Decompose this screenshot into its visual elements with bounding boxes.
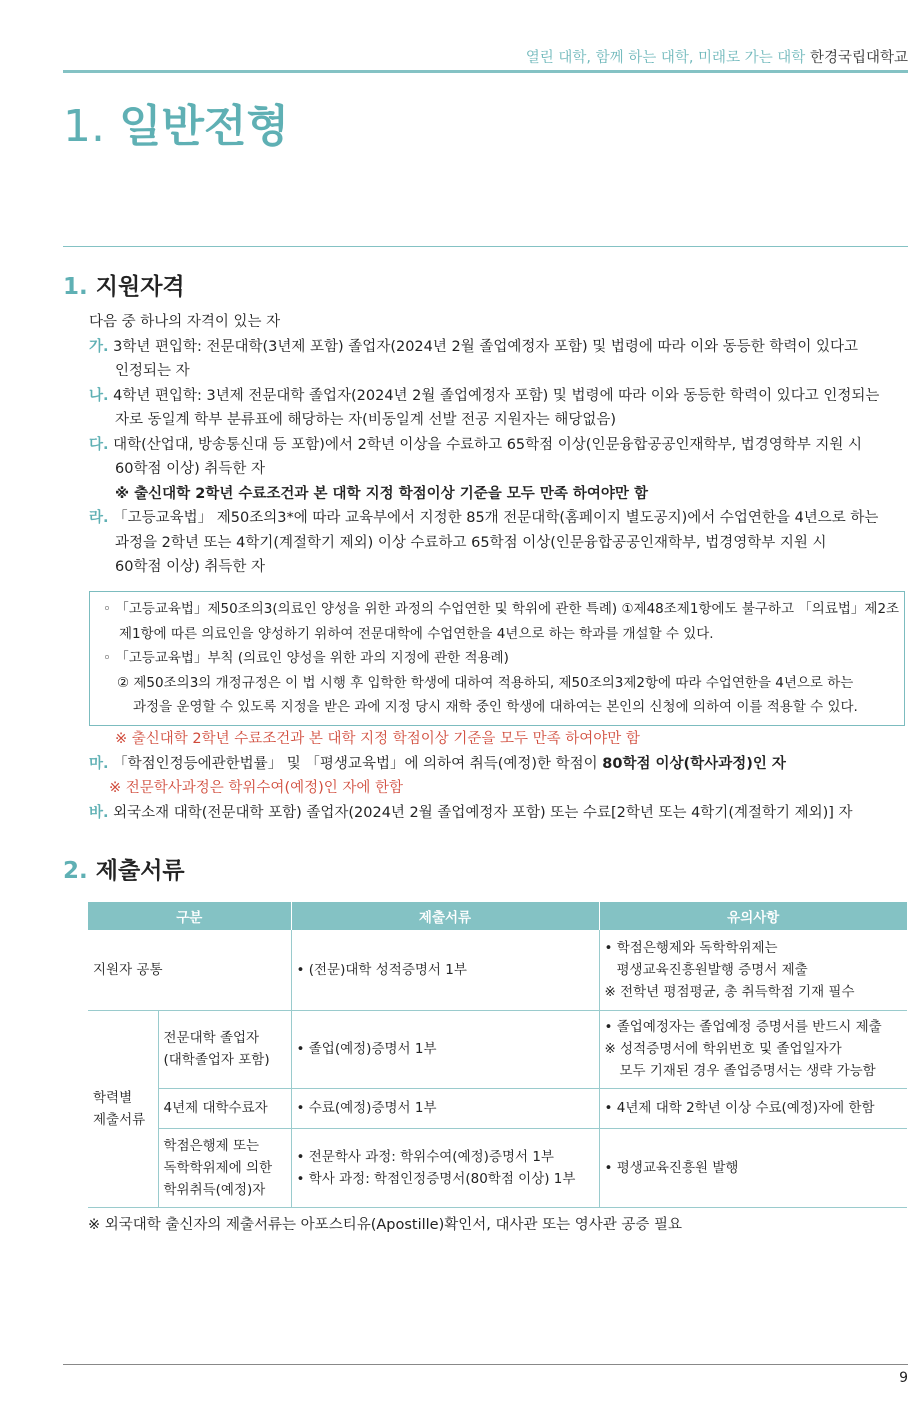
header-university: 한경국립대학교 [809,50,908,66]
item-ra-marker: 라. [89,510,109,526]
item-na-marker: 나. [89,388,109,404]
section2-title-text: 제출서류 [95,858,185,884]
group-label [88,1010,158,1207]
chapter-rule [63,246,908,247]
row-docs: • 수료(예정)증명서 1부 [291,1088,599,1128]
note-line: 평생교육진흥원발행 증명서 제출 [616,961,808,978]
item-ba-marker: 바. [89,805,109,821]
chapter-word: 일반전형 [118,101,289,152]
table-header-row [88,902,907,930]
sub-category [158,1010,291,1088]
header-documents: 제출서류 [291,902,599,930]
common-label: 지원자 공통 [88,930,291,1010]
sub-line: 학위취득(예정)자 [163,1181,266,1198]
item-ra-line2: 과정을 2학년 또는 4학기(계절학기 제외) 이상 수료하고 65학점 이상(인문융합공공인재학부, 법경영학부 지원 시 [115,535,827,551]
section1-title [63,268,185,301]
item-ga-marker: 가. [89,339,109,355]
box-line-4: ② 제50조의3의 개정규정은 이 법 시행 후 입학한 학생에 대하여 적용하되, 제50조의3제2항에 따라 수업연한을 4년으로 하는 [117,675,854,691]
item-ba [89,803,853,823]
item-ra [89,508,878,528]
item-ma-note: ※ 전문학사과정은 학위수여(예정)인 자에 한함 [109,780,404,796]
footer-rule [63,1364,908,1365]
item-ma-marker: 마. [89,756,109,772]
row-docs [291,1128,599,1207]
sub-line: (대학졸업자 포함) [163,1052,270,1068]
row-notes: • 4년제 대학 2학년 이상 수료(예정)자에 한함 [599,1088,907,1128]
table-row [88,1010,907,1088]
item-na [89,386,879,406]
sub-category: 4년제 대학수료자 [158,1088,291,1128]
common-notes [599,930,907,1010]
box-line-1: ◦ 「고등교육법」제50조의3(의료인 양성을 위한 과정의 수업연한 및 학위에 관한 특례) ①제48조제1항에도 불구하고 「의료법」제2조 [103,601,900,617]
section1-intro: 다음 중 하나의 자격이 있는 자 [89,314,281,330]
item-ra-line3: 60학점 이상) 취득한 자 [115,559,265,575]
section1-number: 1. [63,274,88,300]
header-category: 구분 [88,902,291,930]
item-ga [89,337,858,357]
page-number: 9 [899,1370,908,1386]
doc-line: • 학사 과정: 학점인정증명서(80학점 이상) 1부 [296,1170,576,1187]
note-line: ※ 성적증명서에 학위번호 및 졸업일자가 [604,1041,842,1057]
sub-line: 학점은행제 또는 [163,1137,260,1154]
chapter-title [63,90,289,154]
chapter-number: 1. [63,101,105,152]
box-line-3: ◦ 「고등교육법」부칙 (의료인 양성을 위한 과의 지정에 관한 적용례) [103,650,509,666]
section2-number: 2. [63,858,88,884]
box-line-5: 과정을 운영할 수 있도록 지정을 받은 과에 지정 당시 재학 중인 학생에 대하여는 본인의 신청에 의하여 이를 적용할 수 있다. [133,699,858,715]
running-header [526,46,908,67]
note-line: • 졸업예정자는 졸업예정 증명서를 반드시 제출 [604,1019,882,1035]
item-ma [89,754,786,774]
note-line: ※ 전학년 평점평균, 총 취득학점 기재 필수 [604,983,855,1000]
item-ba-text: 외국소재 대학(전문대학 포함) 졸업자(2024년 2월 졸업예정자 포함) 또는 수료[2학년 또는 4학기(계절학기 제외)] 자 [113,805,853,821]
doc-line: • 전문학사 과정: 학위수여(예정)증명서 1부 [296,1148,554,1165]
group-label-line: 제출서류 [93,1111,146,1128]
documents-table [88,902,907,1208]
item-na-line1: 4학년 편입학: 3년제 전문대학 졸업자(2024년 2월 졸업예정자 포함) 및 법령에 따라 이와 동등한 학력이 있다고 인정되는 [113,388,880,404]
sub-line: 독학학위제에 의한 [163,1159,273,1176]
item-ma-bold: 80학점 이상(학사과정)인 자 [602,756,786,772]
header-slogan: 열린 대학, 함께 하는 대학, 미래로 가는 대학 [525,50,806,66]
common-docs: • (전문)대학 성적증명서 1부 [291,930,599,1010]
item-da [89,435,862,455]
item-ma-text: 「학점인정등에관한법률」 및 「평생교육법」에 의하여 취득(예정)한 학점이 [113,756,603,772]
table-footnote: ※ 외국대학 출신자의 제출서류는 아포스티유(Apostille)확인서, 대사관 또는 영사관 공증 필요 [88,1217,683,1233]
row-docs: • 졸업(예정)증명서 1부 [291,1010,599,1088]
note-line: • 학점은행제와 독학학위제는 [604,939,778,956]
sub-category [158,1128,291,1207]
header-notes: 유의사항 [599,902,907,930]
table-row [88,1128,907,1207]
section2-title [63,852,185,885]
item-na-line2: 자로 동일계 학부 분류표에 해당하는 자(비동일계 선발 전공 지원자는 해당없음) [115,412,617,428]
header-rule [63,70,908,73]
item-ga-line2: 인정되는 자 [115,363,190,379]
table-row [88,1088,907,1128]
item-ga-line1: 3학년 편입학: 전문대학(3년제 포함) 졸업자(2024년 2월 졸업예정자 포함) 및 법령에 따라 이와 동등한 학력이 있다고 [113,339,859,355]
table-row [88,930,907,1010]
item-ra-line1: 「고등교육법」 제50조의3*에 따라 교육부에서 지정한 85개 전문대학(홈페이지 별도공지)에서 수업연한을 4년으로 하는 [113,510,879,526]
item-da-marker: 다. [89,437,109,453]
note-line: 모두 기재된 경우 졸업증명서는 생략 가능함 [619,1063,876,1079]
row-notes: • 평생교육진흥원 발행 [599,1128,907,1207]
row-notes [599,1010,907,1088]
item-da-line1: 대학(산업대, 방송통신대 등 포함)에서 2학년 이상을 수료하고 65학점 이상(인문융합공공인재학부, 법경영학부 지원 시 [113,437,863,453]
red-note: ※ 출신대학 2학년 수료조건과 본 대학 지정 학점이상 기준을 모두 만족 하여야만 함 [115,731,640,747]
item-da-line2: 60학점 이상) 취득한 자 [115,461,265,477]
group-label-line: 학력별 [93,1089,133,1106]
sub-line: 전문대학 졸업자 [163,1030,260,1046]
item-da-note: ※ 출신대학 2학년 수료조건과 본 대학 지정 학점이상 기준을 모두 만족 하여야만 함 [115,486,648,502]
box-line-2: 제1항에 따른 의료인을 양성하기 위하여 전문대학에 수업연한을 4년으로 하는 학과를 개설할 수 있다. [119,626,714,642]
law-reference-box [89,591,905,726]
section1-title-text: 지원자격 [95,274,185,300]
